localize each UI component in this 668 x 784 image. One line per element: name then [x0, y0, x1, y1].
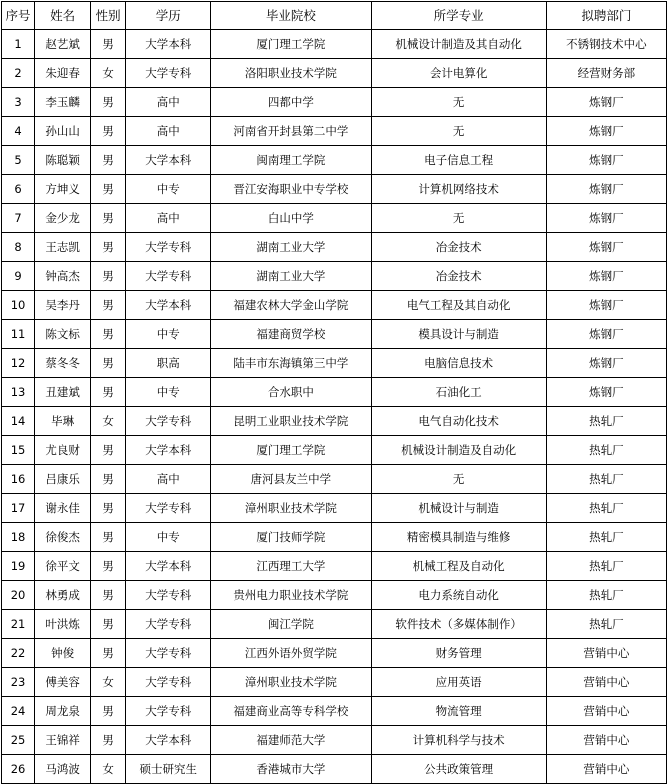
cell-index: 18	[2, 523, 35, 552]
cell-gender: 男	[91, 349, 126, 378]
table-row	[2, 117, 667, 146]
cell-education: 高中	[126, 204, 211, 233]
cell-education: 大学本科	[126, 436, 211, 465]
cell-school: 江西外语外贸学院	[211, 639, 371, 668]
column-header-major: 所学专业	[371, 2, 546, 30]
cell-major: 无	[371, 117, 546, 146]
cell-name: 方坤义	[35, 175, 91, 204]
cell-index: 15	[2, 436, 35, 465]
table-row	[2, 465, 667, 494]
cell-gender: 男	[91, 233, 126, 262]
table-body	[2, 30, 667, 784]
table-header-row	[2, 2, 667, 30]
table-row	[2, 146, 667, 175]
table-row	[2, 320, 667, 349]
cell-department: 热轧厂	[546, 581, 666, 610]
cell-gender: 女	[91, 755, 126, 784]
cell-department: 炼钢厂	[546, 117, 666, 146]
cell-gender: 男	[91, 117, 126, 146]
cell-gender: 男	[91, 697, 126, 726]
cell-index: 17	[2, 494, 35, 523]
cell-department: 营销中心	[546, 668, 666, 697]
cell-name: 徐平文	[35, 552, 91, 581]
cell-department: 热轧厂	[546, 523, 666, 552]
cell-department: 热轧厂	[546, 465, 666, 494]
cell-education: 大学专科	[126, 59, 211, 88]
cell-index: 25	[2, 726, 35, 755]
cell-school: 厦门理工学院	[211, 30, 371, 59]
cell-major: 电力系统自动化	[371, 581, 546, 610]
cell-department: 热轧厂	[546, 407, 666, 436]
cell-school: 洛阳职业技术学院	[211, 59, 371, 88]
cell-school: 闽江学院	[211, 610, 371, 639]
table-row	[2, 349, 667, 378]
table-row	[2, 204, 667, 233]
cell-gender: 男	[91, 204, 126, 233]
table-row	[2, 639, 667, 668]
cell-education: 大学专科	[126, 639, 211, 668]
cell-major: 模具设计与制造	[371, 320, 546, 349]
cell-index: 14	[2, 407, 35, 436]
cell-index: 3	[2, 88, 35, 117]
cell-gender: 女	[91, 668, 126, 697]
cell-index: 24	[2, 697, 35, 726]
table-row	[2, 30, 667, 59]
cell-index: 1	[2, 30, 35, 59]
cell-major: 冶金技术	[371, 233, 546, 262]
table-row	[2, 697, 667, 726]
cell-department: 营销中心	[546, 697, 666, 726]
cell-school: 唐河县友兰中学	[211, 465, 371, 494]
cell-name: 谢永佳	[35, 494, 91, 523]
table-row	[2, 755, 667, 784]
table-row	[2, 59, 667, 88]
cell-major: 计算机科学与技术	[371, 726, 546, 755]
table-row	[2, 233, 667, 262]
cell-education: 大学专科	[126, 610, 211, 639]
cell-education: 职高	[126, 349, 211, 378]
cell-index: 21	[2, 610, 35, 639]
cell-education: 中专	[126, 523, 211, 552]
cell-education: 大学本科	[126, 146, 211, 175]
cell-name: 李玉麟	[35, 88, 91, 117]
cell-major: 机械设计制造及其自动化	[371, 30, 546, 59]
cell-school: 贵州电力职业技术学院	[211, 581, 371, 610]
cell-major: 石油化工	[371, 378, 546, 407]
cell-gender: 男	[91, 523, 126, 552]
cell-major: 冶金技术	[371, 262, 546, 291]
cell-name: 林勇成	[35, 581, 91, 610]
cell-name: 蔡冬冬	[35, 349, 91, 378]
cell-index: 8	[2, 233, 35, 262]
cell-gender: 男	[91, 610, 126, 639]
cell-school: 陆丰市东海镇第三中学	[211, 349, 371, 378]
cell-name: 马鸿波	[35, 755, 91, 784]
cell-major: 财务管理	[371, 639, 546, 668]
table-row	[2, 523, 667, 552]
cell-index: 2	[2, 59, 35, 88]
cell-index: 9	[2, 262, 35, 291]
cell-gender: 男	[91, 320, 126, 349]
cell-department: 热轧厂	[546, 436, 666, 465]
cell-education: 大学专科	[126, 697, 211, 726]
cell-department: 热轧厂	[546, 494, 666, 523]
table-row	[2, 378, 667, 407]
cell-major: 无	[371, 465, 546, 494]
cell-school: 白山中学	[211, 204, 371, 233]
table-row	[2, 291, 667, 320]
cell-school: 福建农林大学金山学院	[211, 291, 371, 320]
cell-name: 丑建斌	[35, 378, 91, 407]
cell-department: 炼钢厂	[546, 175, 666, 204]
table-header	[2, 2, 667, 30]
cell-name: 毕琳	[35, 407, 91, 436]
cell-education: 高中	[126, 117, 211, 146]
cell-school: 厦门理工学院	[211, 436, 371, 465]
cell-major: 公共政策管理	[371, 755, 546, 784]
cell-gender: 男	[91, 146, 126, 175]
cell-gender: 男	[91, 581, 126, 610]
cell-index: 22	[2, 639, 35, 668]
cell-major: 电气自动化技术	[371, 407, 546, 436]
cell-department: 热轧厂	[546, 552, 666, 581]
table-row	[2, 407, 667, 436]
cell-department: 炼钢厂	[546, 88, 666, 117]
cell-education: 大学本科	[126, 30, 211, 59]
cell-index: 20	[2, 581, 35, 610]
cell-index: 12	[2, 349, 35, 378]
cell-index: 19	[2, 552, 35, 581]
cell-department: 热轧厂	[546, 610, 666, 639]
cell-name: 陈聪颖	[35, 146, 91, 175]
cell-major: 物流管理	[371, 697, 546, 726]
cell-education: 大学专科	[126, 233, 211, 262]
cell-major: 计算机网络技术	[371, 175, 546, 204]
table-row	[2, 88, 667, 117]
cell-department: 营销中心	[546, 726, 666, 755]
table-row	[2, 262, 667, 291]
cell-school: 漳州职业技术学院	[211, 668, 371, 697]
cell-name: 叶洪炼	[35, 610, 91, 639]
cell-name: 尤良财	[35, 436, 91, 465]
cell-major: 电脑信息技术	[371, 349, 546, 378]
cell-school: 福建商业高等专科学校	[211, 697, 371, 726]
cell-index: 7	[2, 204, 35, 233]
cell-gender: 男	[91, 175, 126, 204]
cell-gender: 男	[91, 88, 126, 117]
cell-department: 炼钢厂	[546, 291, 666, 320]
cell-major: 无	[371, 204, 546, 233]
cell-education: 中专	[126, 378, 211, 407]
cell-index: 11	[2, 320, 35, 349]
cell-index: 10	[2, 291, 35, 320]
cell-department: 炼钢厂	[546, 233, 666, 262]
cell-gender: 男	[91, 494, 126, 523]
cell-school: 晋江安海职业中专学校	[211, 175, 371, 204]
cell-department: 炼钢厂	[546, 204, 666, 233]
cell-name: 徐俊杰	[35, 523, 91, 552]
cell-name: 朱迎春	[35, 59, 91, 88]
cell-gender: 男	[91, 262, 126, 291]
cell-index: 16	[2, 465, 35, 494]
cell-school: 江西理工大学	[211, 552, 371, 581]
table-row	[2, 436, 667, 465]
column-header-index: 序号	[2, 2, 35, 30]
table-row	[2, 175, 667, 204]
cell-school: 厦门技师学院	[211, 523, 371, 552]
cell-gender: 男	[91, 30, 126, 59]
cell-major: 无	[371, 88, 546, 117]
table-row	[2, 610, 667, 639]
cell-name: 赵艺斌	[35, 30, 91, 59]
cell-education: 大学本科	[126, 291, 211, 320]
cell-school: 合水职中	[211, 378, 371, 407]
cell-index: 26	[2, 755, 35, 784]
cell-name: 王志凯	[35, 233, 91, 262]
cell-name: 周龙泉	[35, 697, 91, 726]
cell-education: 高中	[126, 88, 211, 117]
cell-education: 中专	[126, 175, 211, 204]
cell-index: 13	[2, 378, 35, 407]
cell-department: 经营财务部	[546, 59, 666, 88]
cell-department: 炼钢厂	[546, 320, 666, 349]
cell-gender: 男	[91, 639, 126, 668]
cell-school: 湖南工业大学	[211, 262, 371, 291]
cell-department: 营销中心	[546, 639, 666, 668]
cell-gender: 男	[91, 726, 126, 755]
cell-school: 漳州职业技术学院	[211, 494, 371, 523]
cell-gender: 男	[91, 291, 126, 320]
cell-name: 吕康乐	[35, 465, 91, 494]
cell-index: 4	[2, 117, 35, 146]
cell-department: 不锈钢技术中心	[546, 30, 666, 59]
table-row	[2, 726, 667, 755]
cell-gender: 男	[91, 552, 126, 581]
cell-major: 应用英语	[371, 668, 546, 697]
cell-name: 吴李丹	[35, 291, 91, 320]
cell-name: 陈文标	[35, 320, 91, 349]
cell-major: 机械设计与制造	[371, 494, 546, 523]
cell-department: 炼钢厂	[546, 146, 666, 175]
cell-gender: 男	[91, 465, 126, 494]
cell-major: 会计电算化	[371, 59, 546, 88]
column-header-education: 学历	[126, 2, 211, 30]
cell-education: 大学本科	[126, 726, 211, 755]
cell-education: 大学专科	[126, 494, 211, 523]
employee-roster-table	[1, 1, 667, 784]
cell-major: 机械设计制造及自动化	[371, 436, 546, 465]
cell-education: 中专	[126, 320, 211, 349]
cell-department: 炼钢厂	[546, 349, 666, 378]
cell-name: 钟俊	[35, 639, 91, 668]
cell-name: 傅美容	[35, 668, 91, 697]
cell-department: 营销中心	[546, 755, 666, 784]
column-header-department: 拟聘部门	[546, 2, 666, 30]
cell-gender: 男	[91, 378, 126, 407]
cell-major: 精密模具制造与维修	[371, 523, 546, 552]
cell-name: 孙山山	[35, 117, 91, 146]
cell-school: 福建师范大学	[211, 726, 371, 755]
cell-education: 硕士研究生	[126, 755, 211, 784]
cell-education: 大学专科	[126, 262, 211, 291]
column-header-gender: 性别	[91, 2, 126, 30]
cell-education: 大学专科	[126, 407, 211, 436]
cell-name: 金少龙	[35, 204, 91, 233]
cell-major: 软件技术（多媒体制作）	[371, 610, 546, 639]
cell-department: 炼钢厂	[546, 378, 666, 407]
cell-name: 钟高杰	[35, 262, 91, 291]
column-header-name: 姓名	[35, 2, 91, 30]
cell-gender: 女	[91, 59, 126, 88]
cell-school: 河南省开封县第二中学	[211, 117, 371, 146]
cell-school: 昆明工业职业技术学院	[211, 407, 371, 436]
cell-major: 电气工程及其自动化	[371, 291, 546, 320]
cell-index: 5	[2, 146, 35, 175]
column-header-school: 毕业院校	[211, 2, 371, 30]
cell-department: 炼钢厂	[546, 262, 666, 291]
cell-index: 6	[2, 175, 35, 204]
cell-gender: 男	[91, 436, 126, 465]
cell-education: 高中	[126, 465, 211, 494]
cell-school: 闽南理工学院	[211, 146, 371, 175]
cell-education: 大学专科	[126, 668, 211, 697]
cell-major: 电子信息工程	[371, 146, 546, 175]
cell-index: 23	[2, 668, 35, 697]
cell-school: 香港城市大学	[211, 755, 371, 784]
table-row	[2, 552, 667, 581]
table-row	[2, 668, 667, 697]
cell-education: 大学专科	[126, 581, 211, 610]
cell-school: 福建商贸学校	[211, 320, 371, 349]
cell-major: 机械工程及自动化	[371, 552, 546, 581]
table-row	[2, 581, 667, 610]
cell-education: 大学本科	[126, 552, 211, 581]
cell-school: 湖南工业大学	[211, 233, 371, 262]
cell-name: 王锦祥	[35, 726, 91, 755]
cell-gender: 女	[91, 407, 126, 436]
table-row	[2, 494, 667, 523]
cell-school: 四都中学	[211, 88, 371, 117]
